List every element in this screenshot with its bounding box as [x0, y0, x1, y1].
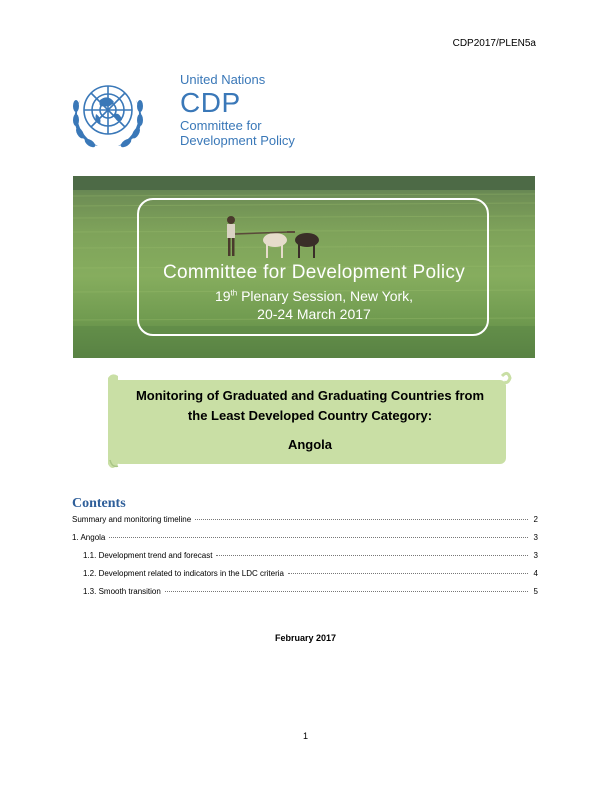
table-of-contents	[72, 515, 538, 605]
logo-development-policy: Development Policy	[180, 133, 295, 148]
un-emblem-icon	[70, 70, 146, 158]
cover-banner	[73, 176, 535, 358]
publication-date: February 2017	[274, 633, 337, 643]
contents-heading: Contents	[72, 496, 126, 511]
banner-dates: 20-24 March 2017	[257, 306, 371, 322]
page-number: 1	[302, 731, 308, 741]
toc-entry[interactable]: 1.1. Development trend and forecast 3	[83, 551, 538, 560]
logo-text	[180, 72, 295, 148]
toc-entry[interactable]: 1.2. Development related to indicators in the LDC criteria 4	[83, 569, 538, 578]
cdp-logo	[70, 68, 330, 160]
report-country: Angola	[287, 437, 333, 452]
report-title-scroll	[100, 368, 516, 472]
toc-entry[interactable]: 1. Angola 3	[72, 533, 538, 542]
banner-title: Committee for Development Policy	[162, 262, 466, 283]
logo-acronym: CDP	[180, 87, 241, 118]
logo-committee-for: Committee for	[180, 118, 262, 133]
banner-session: 19th Plenary Session, New York,	[214, 288, 414, 304]
report-title: Monitoring of Graduated and Graduating Countries from the Least Developed Country Category:	[135, 388, 485, 423]
logo-united-nations: United Nations	[180, 72, 266, 87]
toc-entry[interactable]: 1.3. Smooth transition 5	[83, 587, 538, 596]
toc-entry[interactable]: Summary and monitoring timeline 2	[72, 515, 538, 524]
document-code: CDP2017/PLEN5a	[452, 38, 536, 49]
